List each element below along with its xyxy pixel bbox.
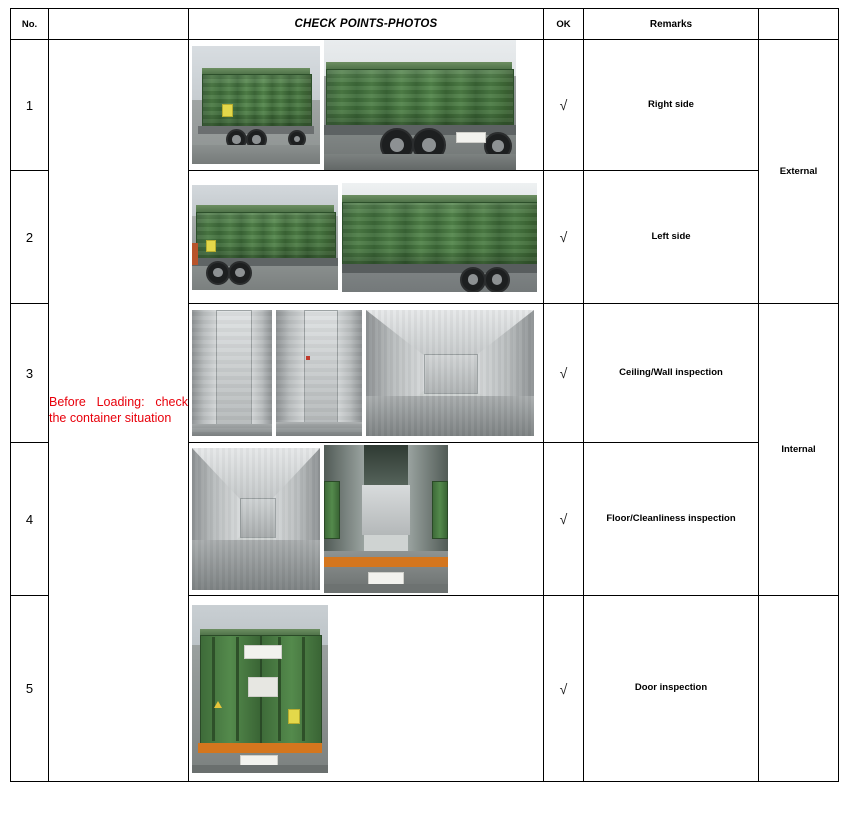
photo-interior-ceiling-perspective bbox=[366, 310, 534, 436]
photos-cell-row2 bbox=[189, 171, 544, 304]
table-row bbox=[11, 40, 839, 171]
ok-mark: √ bbox=[544, 171, 584, 304]
header-ok: OK bbox=[544, 9, 584, 40]
photo-container-right-side-front-quarter bbox=[192, 46, 320, 164]
zone-external: External bbox=[759, 40, 839, 304]
header-zone bbox=[759, 9, 839, 40]
photo-interior-wall-close-up-2 bbox=[276, 310, 362, 436]
photo-container-left-side-rear-quarter bbox=[192, 185, 338, 290]
ok-mark: √ bbox=[544, 443, 584, 596]
photo-row bbox=[189, 183, 543, 292]
header-no: No. bbox=[11, 9, 49, 40]
ok-mark: √ bbox=[544, 304, 584, 443]
photo-container-left-side-full-length bbox=[342, 183, 537, 292]
ok-mark: √ bbox=[544, 40, 584, 171]
header-stage bbox=[49, 9, 189, 40]
zone-empty bbox=[759, 596, 839, 782]
container-inspection-table bbox=[10, 8, 839, 782]
row-number: 2 bbox=[11, 171, 49, 304]
remarks-floor-cleanliness: Floor/Cleanliness inspection bbox=[584, 443, 759, 596]
photo-row bbox=[189, 310, 543, 436]
row-number: 3 bbox=[11, 304, 49, 443]
photo-row bbox=[189, 40, 543, 170]
photo-interior-floor-perspective bbox=[192, 448, 320, 590]
zone-internal: Internal bbox=[759, 304, 839, 596]
header-remarks: Remarks bbox=[584, 9, 759, 40]
photos-cell-row4 bbox=[189, 443, 544, 596]
stage-note-cell bbox=[49, 40, 189, 782]
photo-row bbox=[189, 605, 543, 773]
table-header bbox=[11, 9, 839, 40]
ok-mark: √ bbox=[544, 596, 584, 782]
photos-cell-row1 bbox=[189, 40, 544, 171]
row-number: 5 bbox=[11, 596, 49, 782]
remarks-ceiling-wall: Ceiling/Wall inspection bbox=[584, 304, 759, 443]
photo-interior-from-door-with-truck-bed bbox=[324, 445, 448, 593]
photo-container-right-side-full-length bbox=[324, 40, 516, 170]
stage-note-text: Before Loading: check the container situation bbox=[49, 394, 188, 425]
photo-container-closed-doors-rear bbox=[192, 605, 328, 773]
remarks-left-side: Left side bbox=[584, 171, 759, 304]
table-body bbox=[11, 40, 839, 782]
photo-interior-wall-close-up-1 bbox=[192, 310, 272, 436]
remarks-door-inspection: Door inspection bbox=[584, 596, 759, 782]
header-row bbox=[11, 9, 839, 40]
row-number: 1 bbox=[11, 40, 49, 171]
photos-cell-row3 bbox=[189, 304, 544, 443]
photo-row bbox=[189, 445, 543, 593]
row-number: 4 bbox=[11, 443, 49, 596]
remarks-right-side: Right side bbox=[584, 40, 759, 171]
photos-cell-row5 bbox=[189, 596, 544, 782]
header-check-points-photos: CHECK POINTS-PHOTOS bbox=[189, 9, 544, 40]
